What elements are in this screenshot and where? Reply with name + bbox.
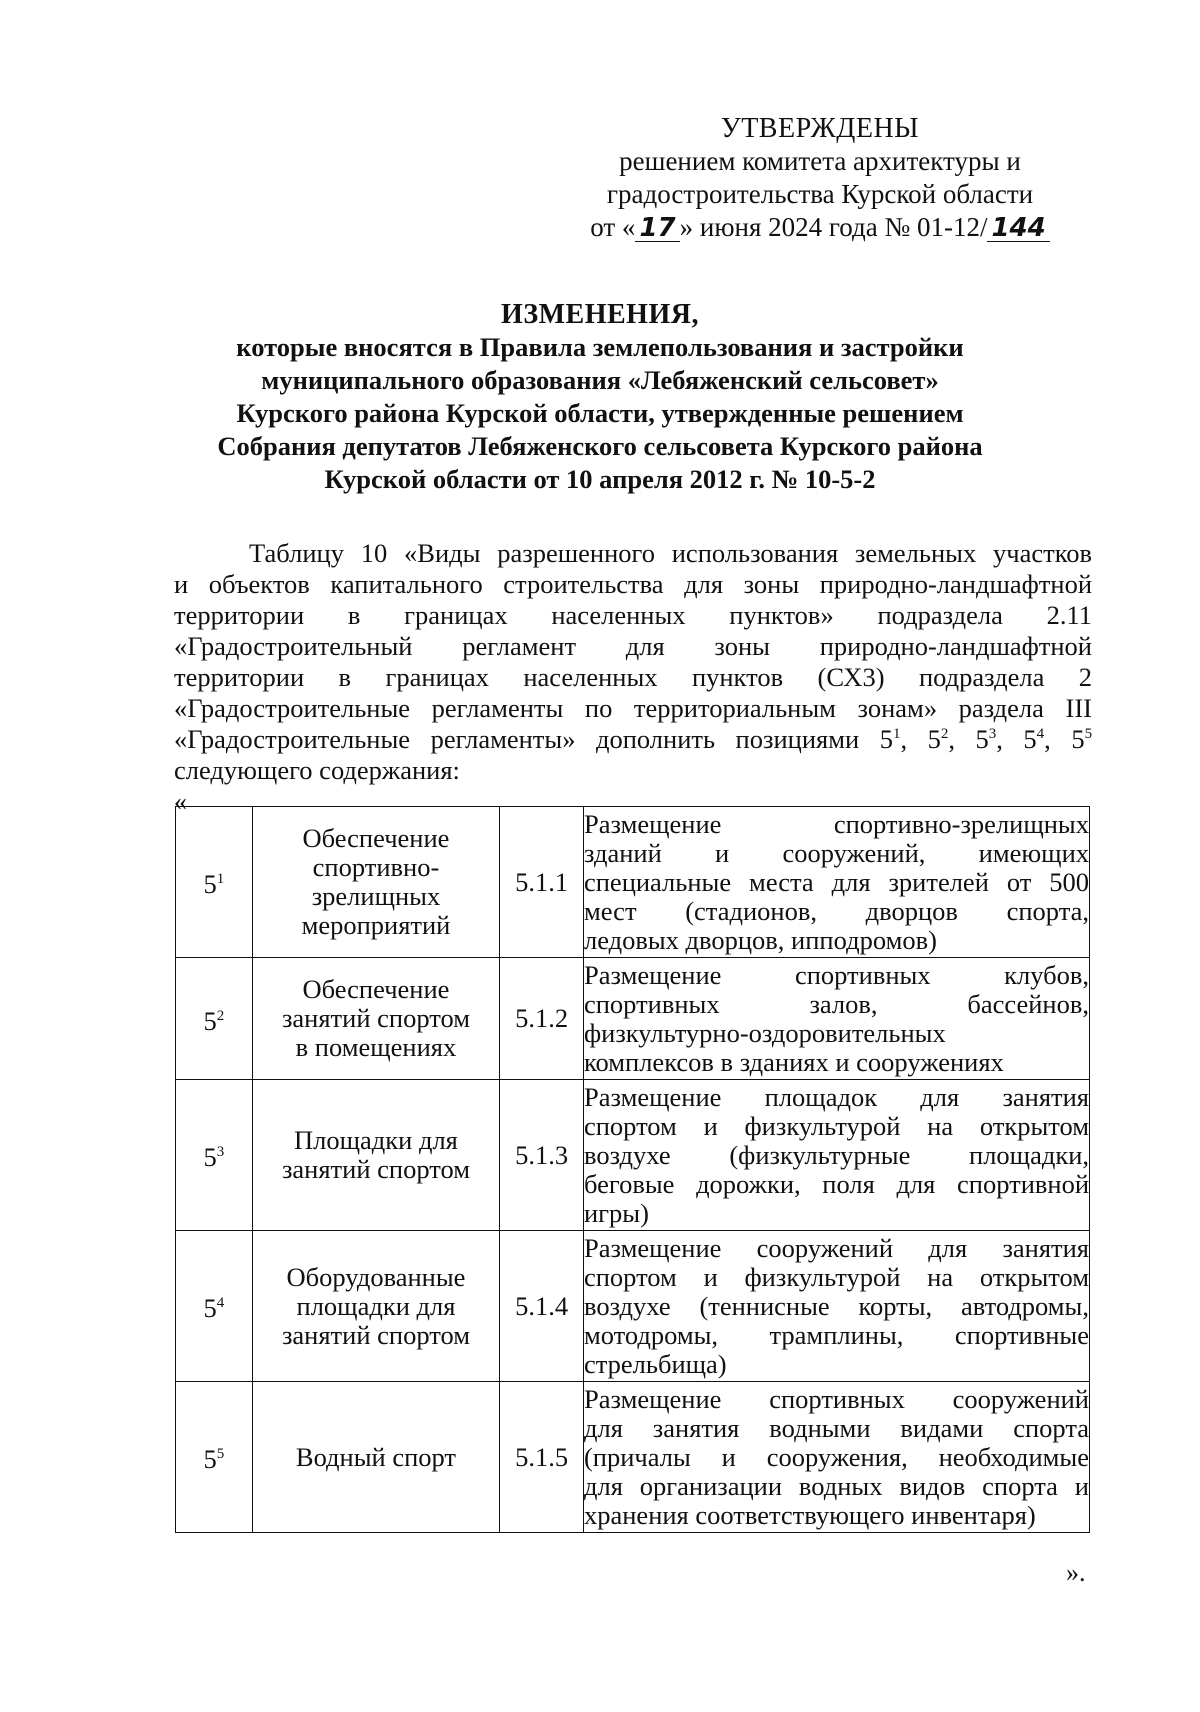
cell-description: Размещение спортивно-зрелищных зданий и сооружений, имеющих специальные места для зрителей от 500 мест (стадионов, дворцов спорта, ледовых дворцов, ипподромов) <box>583 807 1089 958</box>
intro-line: Таблицу 10 «Виды разрешенного использования земельных участков <box>249 538 1092 568</box>
heading-title: ИЗМЕНЕНИЯ, <box>501 299 699 330</box>
approval-title: УТВЕРЖДЕНЫ <box>720 113 920 144</box>
intro-line: территории в границах населенных пунктов (СХ3) подраздела 2 <box>174 662 1092 692</box>
intro-paragraph <box>174 538 1092 786</box>
approval-day-handwritten: 17 <box>635 215 679 242</box>
intro-positions-prefix: «Градостроительные регламенты» дополнить позициями <box>174 724 860 754</box>
intro-closing: следующего содержания: <box>174 755 460 785</box>
cell-use-name: Водный спорт <box>252 1382 499 1533</box>
position-ref: $5^3$, <box>975 724 1003 754</box>
intro-line: «Градостроительный регламент для зоны природно-ландшафтной <box>174 631 1092 661</box>
cell-position: $5^3$ <box>176 1080 253 1231</box>
quote-close: ». <box>1066 1558 1086 1587</box>
intro-line: и объектов капитального строительства для зоны природно-ландшафтной <box>174 569 1092 599</box>
approval-date-line <box>560 211 1080 244</box>
position-ref: $5^2$, <box>927 724 955 754</box>
table-row <box>176 1382 1090 1533</box>
heading-line: муниципального образования «Лебяженский сельсовет» <box>261 365 939 395</box>
heading-line: Курской области от 10 апреля 2012 г. № 10-5-2 <box>324 464 876 494</box>
approval-date-prefix: от « <box>590 212 636 242</box>
cell-use-name: Обеспечение спортивно- зрелищных мероприятий <box>252 807 499 958</box>
position-ref: $5^4$, <box>1023 724 1051 754</box>
approval-line-1: решением комитета архитектуры и <box>619 146 1021 176</box>
document-heading <box>160 298 1040 496</box>
cell-code: 5.1.5 <box>500 1382 584 1533</box>
land-use-table <box>175 806 1090 1533</box>
cell-description: Размещение спортивных клубов, спортивных залов, бассейнов, физкультурно-оздоровительных комплексов в зданиях и сооружениях <box>583 958 1089 1080</box>
intro-line-positions <box>174 724 1092 755</box>
approval-number-handwritten: 144 <box>987 215 1049 242</box>
cell-code: 5.1.2 <box>500 958 584 1080</box>
approval-line-2: градостроительства Курской области <box>606 179 1034 209</box>
position-ref: $5^1$, <box>879 724 908 754</box>
cell-position: $5^1$ <box>176 807 253 958</box>
cell-use-name: Площадки для занятий спортом <box>252 1080 499 1231</box>
cell-use-name: Оборудованные площадки для занятий спортом <box>252 1231 499 1382</box>
cell-code: 5.1.1 <box>500 807 584 958</box>
quote-open: « <box>174 787 187 816</box>
cell-description: Размещение спортивных сооружений для занятия водными видами спорта (причалы и сооружения, необходимые для организации водных видов спорта и хранения соответствующего инвентаря) <box>583 1382 1089 1533</box>
heading-line: Курского района Курской области, утвержденные решением <box>236 398 964 428</box>
heading-line: которые вносятся в Правила землепользования и застройки <box>236 332 964 362</box>
cell-position: $5^4$ <box>176 1231 253 1382</box>
intro-line: «Градостроительные регламенты по территориальным зонам» раздела III <box>174 693 1092 723</box>
cell-code: 5.1.3 <box>500 1080 584 1231</box>
cell-use-name: Обеспечение занятий спортом в помещениях <box>252 958 499 1080</box>
table-row <box>176 1231 1090 1382</box>
intro-line: территории в границах населенных пунктов» подраздела 2.11 <box>174 600 1092 630</box>
table-row <box>176 1080 1090 1231</box>
cell-code: 5.1.4 <box>500 1231 584 1382</box>
heading-line: Собрания депутатов Лебяженского сельсовета Курского района <box>217 431 983 461</box>
approval-stamp <box>560 112 1080 244</box>
table-row <box>176 807 1090 958</box>
table-row <box>176 958 1090 1080</box>
cell-description: Размещение площадок для занятия спортом и физкультурой на открытом воздухе (физкультурные площадки, беговые дорожки, поля для спортивной игры) <box>583 1080 1089 1231</box>
position-ref: $5^5$ <box>1071 724 1093 754</box>
approval-date-middle: » июня 2024 года № 01-12/ <box>679 212 988 242</box>
cell-description: Размещение сооружений для занятия спортом и физкультурой на открытом воздухе (теннисные корты, автодромы, мотодромы, трамплины, спортивные стрельбища) <box>583 1231 1089 1382</box>
cell-position: $5^5$ <box>176 1382 253 1533</box>
cell-position: $5^2$ <box>176 958 253 1080</box>
